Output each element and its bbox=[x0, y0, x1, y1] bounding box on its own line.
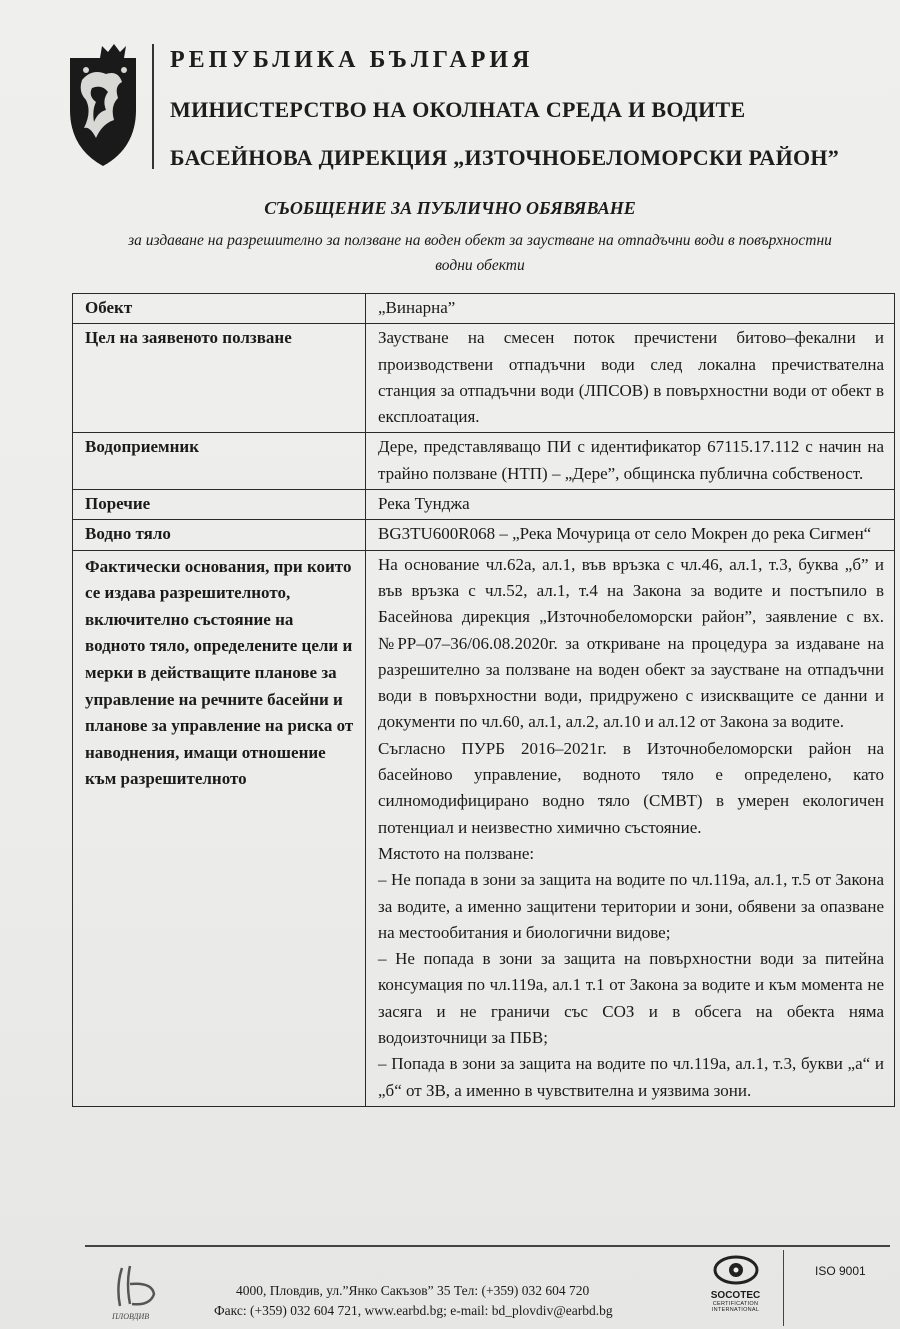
basis-paragraph: – Попада в зони за защита на водите по чл.119а, ал.1, т.3, букви „а“ и „б“ от ЗВ, а именно в чувствителна и уязвима зони. bbox=[378, 1054, 884, 1100]
header-divider bbox=[152, 44, 154, 169]
info-table bbox=[72, 293, 895, 1107]
row-value-object: „Винарна” bbox=[366, 294, 895, 324]
row-label-purpose: Цел на заявеното ползване bbox=[73, 324, 366, 433]
footer-address-block bbox=[214, 1281, 613, 1321]
plovdiv-logo bbox=[92, 1262, 182, 1322]
row-label-basis: Фактически основания, при които се издава разрешителното, включително състояние на водното тяло, определените цели и мерки в действащите планове за управление на речните басейни и планове за управление на риска от наводнения, имащи отношение към разрешителното bbox=[73, 550, 366, 1106]
socotec-subtitle: CERTIFICATION INTERNATIONAL bbox=[711, 1301, 760, 1313]
table-row bbox=[73, 433, 895, 490]
table-row bbox=[73, 490, 895, 520]
row-value-basis bbox=[366, 550, 895, 1106]
row-value-basin: Река Тунджа bbox=[366, 490, 895, 520]
socotec-certification bbox=[693, 1253, 778, 1329]
header-directorate: БАСЕЙНОВА ДИРЕКЦИЯ „ИЗТОЧНОБЕЛОМОРСКИ РАЙОН” bbox=[170, 145, 840, 170]
table-row bbox=[73, 294, 895, 324]
table-row bbox=[73, 550, 895, 1106]
row-label-object: Обект bbox=[73, 294, 366, 324]
iso-box bbox=[783, 1250, 892, 1326]
table-row bbox=[73, 520, 895, 550]
footer-address: 4000, Пловдив, ул.”Янко Сакъзов” 35 Тел: (+359) 032 604 720 bbox=[236, 1283, 590, 1298]
page-title: СЪОБЩЕНИЕ ЗА ПУБЛИЧНО ОБЯВЯВАНЕ bbox=[264, 198, 636, 218]
basis-paragraph: – Не попада в зони за защита на водите по чл.119а, ал.1, т.5 от Закона за водите, а именно защитени територии и зони, обявени за опазване на местообитания и биологични видове; bbox=[378, 870, 884, 942]
table-row bbox=[73, 324, 895, 433]
coat-of-arms-icon bbox=[62, 40, 144, 170]
iso-label: ISO 9001 bbox=[815, 1264, 866, 1278]
footer-divider bbox=[85, 1245, 890, 1247]
plovdiv-logo-label: ПЛОВДИВ bbox=[112, 1312, 150, 1321]
row-value-water-body: BG3TU600R068 – „Река Мочурица от село Мокрен до река Сигмен“ bbox=[366, 520, 895, 550]
basis-paragraph: Мястото на ползване: bbox=[378, 843, 535, 863]
socotec-eye-icon bbox=[713, 1253, 759, 1287]
row-label-basin: Поречие bbox=[73, 490, 366, 520]
row-value-purpose: Заустване на смесен поток пречистени битово–фекални и производствени отпадъчни води след локална пречиствателна станция за отпадъчни води (ЛПСОВ) в повърхностни води от обект в експлоатация. bbox=[366, 324, 895, 433]
footer-contacts: Факс: (+359) 032 604 721, www.earbd.bg; e-mail: bd_plovdiv@earbd.bg bbox=[214, 1303, 613, 1318]
page-subtitle: за издаване на разрешително за ползване на воден обект за заустване на отпадъчни води в повърхностни водни обекти bbox=[128, 232, 832, 274]
socotec-name: SOCOTEC bbox=[710, 1290, 761, 1301]
basis-paragraph: – Не попада в зони за защита на повърхностни води за питейна консумация по чл.119а, ал.1 т.1 от Закона за водите и към момента не засяга и не граничи със СОЗ и в обсега на обекта няма водоизточници за ПБВ; bbox=[378, 949, 884, 1048]
row-label-water-body: Водно тяло bbox=[73, 520, 366, 550]
header-republic: РЕПУБЛИКА БЪЛГАРИЯ bbox=[170, 47, 534, 73]
row-label-receiver: Водоприемник bbox=[73, 433, 366, 490]
header-ministry: МИНИСТЕРСТВО НА ОКОЛНАТА СРЕДА И ВОДИТЕ bbox=[170, 97, 746, 122]
row-value-receiver: Дере, представляващо ПИ с идентификатор 67115.17.112 с начин на трайно ползване (НТП) – „Дере”, общинска публична собственост. bbox=[366, 433, 895, 490]
basis-paragraph: На основание чл.62а, ал.1, във връзка с чл.46, ал.1, т.3, буква „б” и във връзка с чл.52, ал.1, т.4 на Закона за водите и постъпило в Басейнова дирекция „Източнобеломорски район”, заявление с вх. №РР–07–36/06.08.2020г. за откриване на процедура за издаване на разрешително за ползване на воден обект за заустване на отпадъчни води в повърхностни води, придружено с изискващите се данни и документи по чл.60, ал.1, ал.2, ал.10 и ал.12 от Закона за водите. bbox=[378, 554, 884, 732]
basis-paragraph: Съгласно ПУРБ 2016–2021г. в Източнобеломорски район на басейново управление, водното тяло е определено, като силномодифицирано водно тяло (СМВТ) в умерен екологичен потенциал и неизвестно химично състояние. bbox=[378, 738, 884, 837]
